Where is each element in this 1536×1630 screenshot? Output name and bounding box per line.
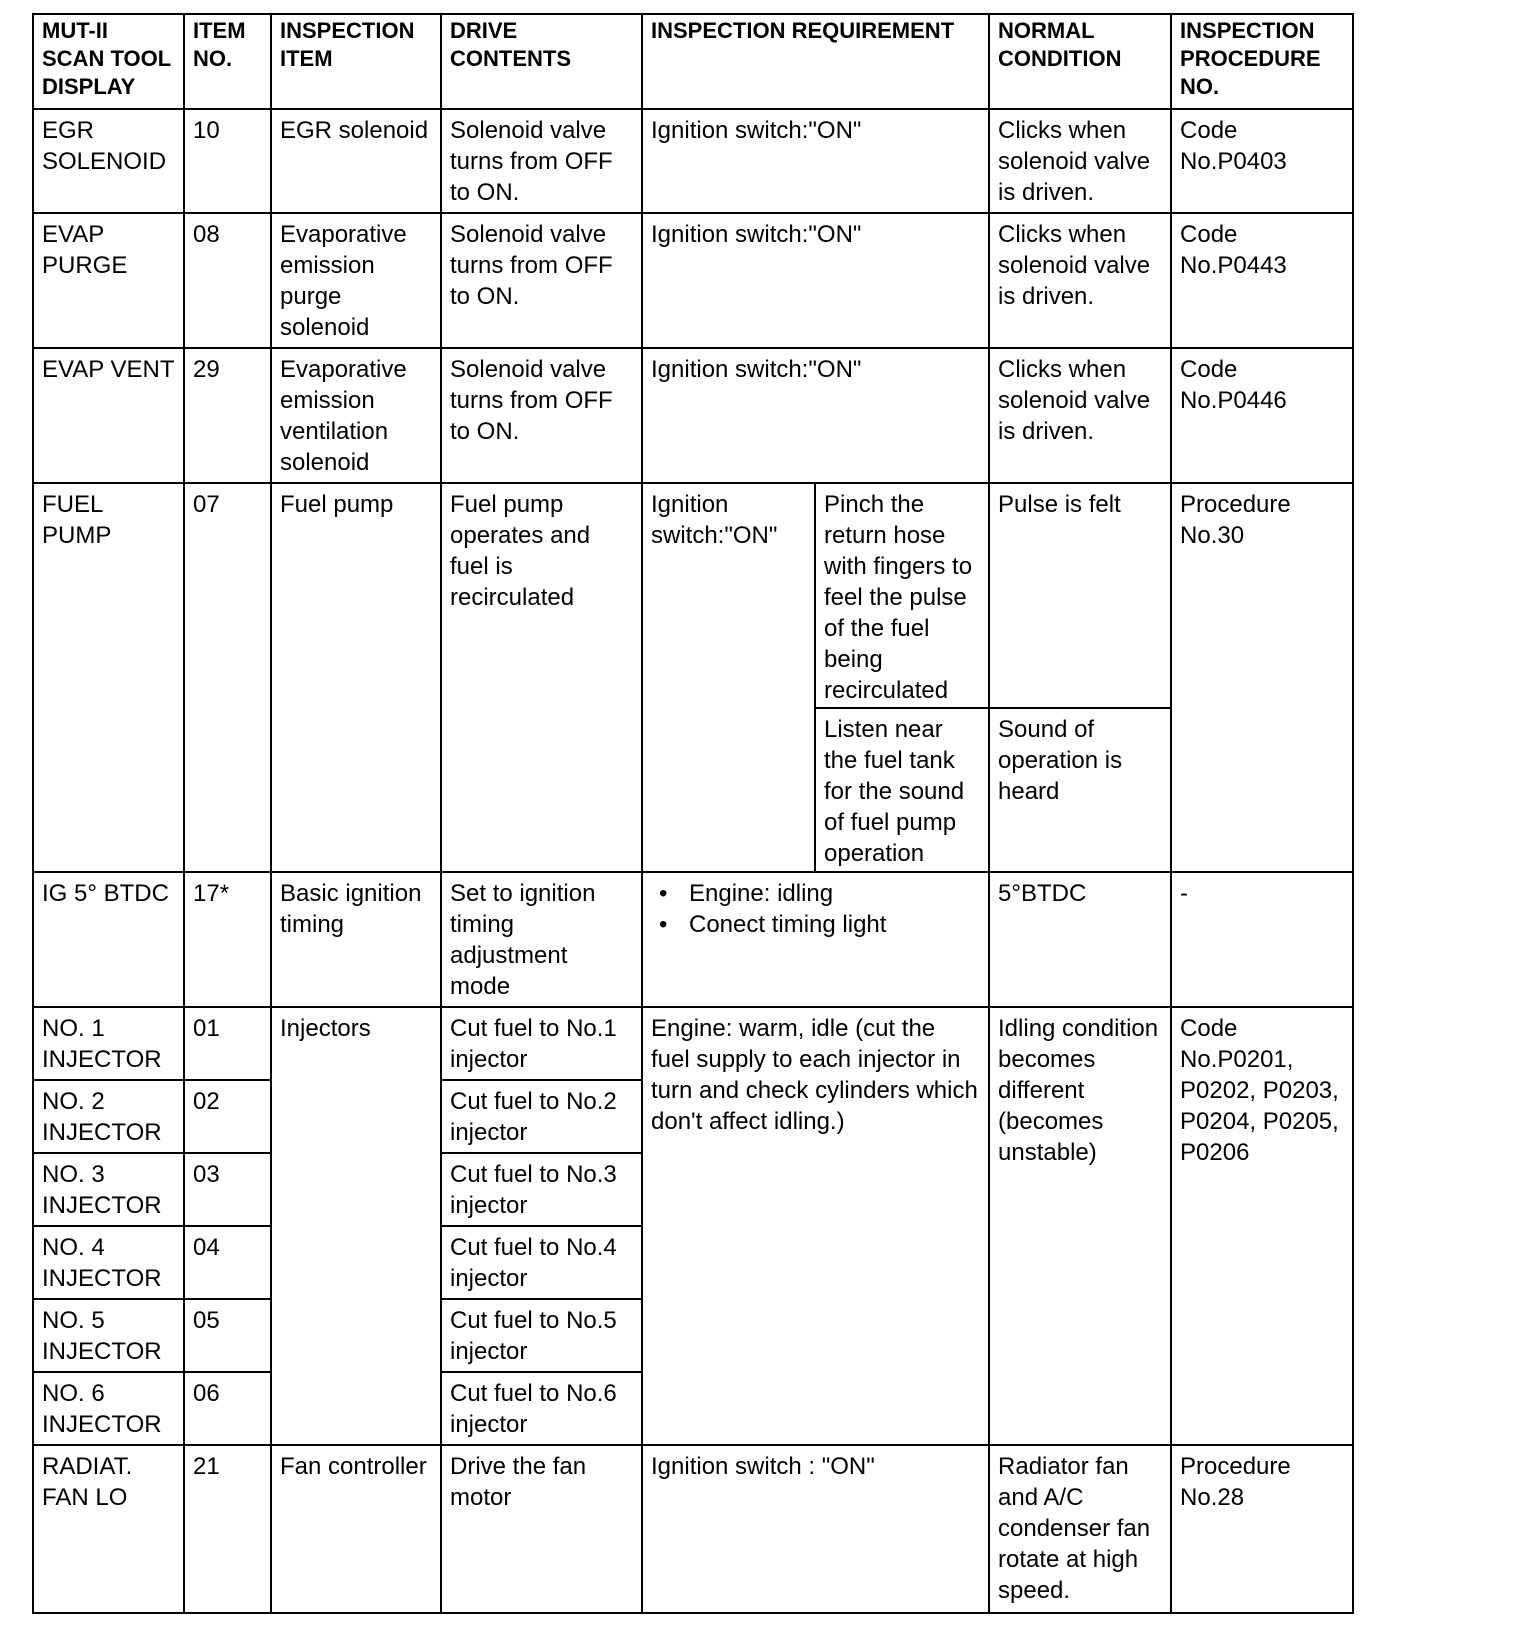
item-no-cell: 04: [184, 1226, 271, 1299]
item-no-cell: 06: [184, 1372, 271, 1445]
header-inspection-requirement: INSPECTION REQUIREMENT: [642, 14, 989, 109]
normal-condition-cell: Pulse is felt: [989, 483, 1171, 708]
procedure-no-cell: Procedure No.30: [1171, 483, 1353, 872]
normal-condition-cell: Clicks when solenoid valve is driven.: [989, 348, 1171, 483]
drive-contents-cell: Cut fuel to No.1 injector: [441, 1007, 642, 1080]
header-item-no: ITEM NO.: [184, 14, 271, 109]
requirement-bullet-list: [651, 878, 980, 940]
scan-tool-display-cell: RADIAT. FAN LO: [33, 1445, 184, 1613]
list-item: • Engine: idling: [689, 878, 980, 909]
scan-tool-display-cell: NO. 2 INJECTOR: [33, 1080, 184, 1153]
item-no-cell: 17*: [184, 872, 271, 1007]
table-row-evap-purge: [33, 213, 1353, 348]
item-no-cell: 21: [184, 1445, 271, 1613]
scan-tool-display-cell: IG 5° BTDC: [33, 872, 184, 1007]
table-row-evap-vent: [33, 348, 1353, 483]
inspection-requirement-cell: Ignition switch:"ON": [642, 109, 989, 213]
drive-contents-cell: Cut fuel to No.2 injector: [441, 1080, 642, 1153]
item-no-cell: 10: [184, 109, 271, 213]
scan-tool-display-cell: EVAP PURGE: [33, 213, 184, 348]
procedure-no-cell: Code No.P0201, P0202, P0203, P0204, P0205, P0206: [1171, 1007, 1353, 1445]
scan-tool-display-cell: NO. 3 INJECTOR: [33, 1153, 184, 1226]
header-normal-condition: NORMAL CONDITION: [989, 14, 1171, 109]
procedure-no-cell: Code No.P0446: [1171, 348, 1353, 483]
check-method-cell: Pinch the return hose with fingers to feel the pulse of the fuel being recirculated: [815, 483, 989, 708]
header-drive-contents: DRIVE CONTENTS: [441, 14, 642, 109]
header-inspection-item: INSPECTION ITEM: [271, 14, 441, 109]
scan-tool-display-cell: FUEL PUMP: [33, 483, 184, 872]
actuator-test-table: [32, 13, 1354, 1614]
table-row-egr-solenoid: [33, 109, 1353, 213]
procedure-no-cell: -: [1171, 872, 1353, 1007]
normal-condition-cell: Radiator fan and A/C condenser fan rotate at high speed.: [989, 1445, 1171, 1613]
scan-tool-display-cell: EGR SOLENOID: [33, 109, 184, 213]
table-row-radiator-fan: [33, 1445, 1353, 1613]
inspection-item-cell: Fuel pump: [271, 483, 441, 872]
normal-condition-cell: Sound of operation is heard: [989, 708, 1171, 872]
inspection-requirement-cell: [642, 872, 989, 1007]
list-item: • Conect timing light: [689, 909, 980, 940]
procedure-no-cell: Procedure No.28: [1171, 1445, 1353, 1613]
drive-contents-cell: Cut fuel to No.6 injector: [441, 1372, 642, 1445]
scan-tool-display-cell: NO. 6 INJECTOR: [33, 1372, 184, 1445]
drive-contents-cell: Cut fuel to No.3 injector: [441, 1153, 642, 1226]
inspection-requirement-cell: Ignition switch:"ON": [642, 348, 989, 483]
item-no-cell: 02: [184, 1080, 271, 1153]
header-procedure-no: INSPECTION PROCEDURE NO.: [1171, 14, 1353, 109]
normal-condition-cell: 5°BTDC: [989, 872, 1171, 1007]
inspection-item-cell: Evaporative emission ventilation solenoid: [271, 348, 441, 483]
scan-tool-display-cell: NO. 5 INJECTOR: [33, 1299, 184, 1372]
inspection-requirement-cell: Ignition switch : "ON": [642, 1445, 989, 1613]
item-no-cell: 08: [184, 213, 271, 348]
item-no-cell: 07: [184, 483, 271, 872]
header-scan-tool-display: MUT-II SCAN TOOL DISPLAY: [33, 14, 184, 109]
item-no-cell: 03: [184, 1153, 271, 1226]
drive-contents-cell: Solenoid valve turns from OFF to ON.: [441, 348, 642, 483]
drive-contents-cell: Solenoid valve turns from OFF to ON.: [441, 213, 642, 348]
inspection-item-cell: Injectors: [271, 1007, 441, 1445]
inspection-requirement-cell: Ignition switch:"ON": [642, 213, 989, 348]
scan-tool-display-cell: EVAP VENT: [33, 348, 184, 483]
table-row-injector-1: [33, 1007, 1353, 1080]
procedure-no-cell: Code No.P0443: [1171, 213, 1353, 348]
drive-contents-cell: Solenoid valve turns from OFF to ON.: [441, 109, 642, 213]
normal-condition-cell: Idling condition becomes different (becomes unstable): [989, 1007, 1171, 1445]
procedure-no-cell: Code No.P0403: [1171, 109, 1353, 213]
header-row: [33, 14, 1353, 109]
item-no-cell: 01: [184, 1007, 271, 1080]
drive-contents-cell: Fuel pump operates and fuel is recirculated: [441, 483, 642, 872]
inspection-requirement-cell: Engine: warm, idle (cut the fuel supply to each injector in turn and check cylinders which don't affect idling.): [642, 1007, 989, 1445]
inspection-item-cell: EGR solenoid: [271, 109, 441, 213]
inspection-item-cell: Fan controller: [271, 1445, 441, 1613]
check-method-cell: Listen near the fuel tank for the sound of fuel pump operation: [815, 708, 989, 872]
drive-contents-cell: Cut fuel to No.5 injector: [441, 1299, 642, 1372]
inspection-item-cell: Basic ignition timing: [271, 872, 441, 1007]
drive-contents-cell: Cut fuel to No.4 injector: [441, 1226, 642, 1299]
inspection-item-cell: Evaporative emission purge solenoid: [271, 213, 441, 348]
drive-contents-cell: Set to ignition timing adjustment mode: [441, 872, 642, 1007]
inspection-requirement-cell: Ignition switch:"ON": [642, 483, 815, 872]
item-no-cell: 29: [184, 348, 271, 483]
normal-condition-cell: Clicks when solenoid valve is driven.: [989, 109, 1171, 213]
normal-condition-cell: Clicks when solenoid valve is driven.: [989, 213, 1171, 348]
drive-contents-cell: Drive the fan motor: [441, 1445, 642, 1613]
scan-tool-display-cell: NO. 1 INJECTOR: [33, 1007, 184, 1080]
scan-tool-display-cell: NO. 4 INJECTOR: [33, 1226, 184, 1299]
table-row-ig-timing: [33, 872, 1353, 1007]
table-row-fuel-pump: [33, 483, 1353, 708]
item-no-cell: 05: [184, 1299, 271, 1372]
